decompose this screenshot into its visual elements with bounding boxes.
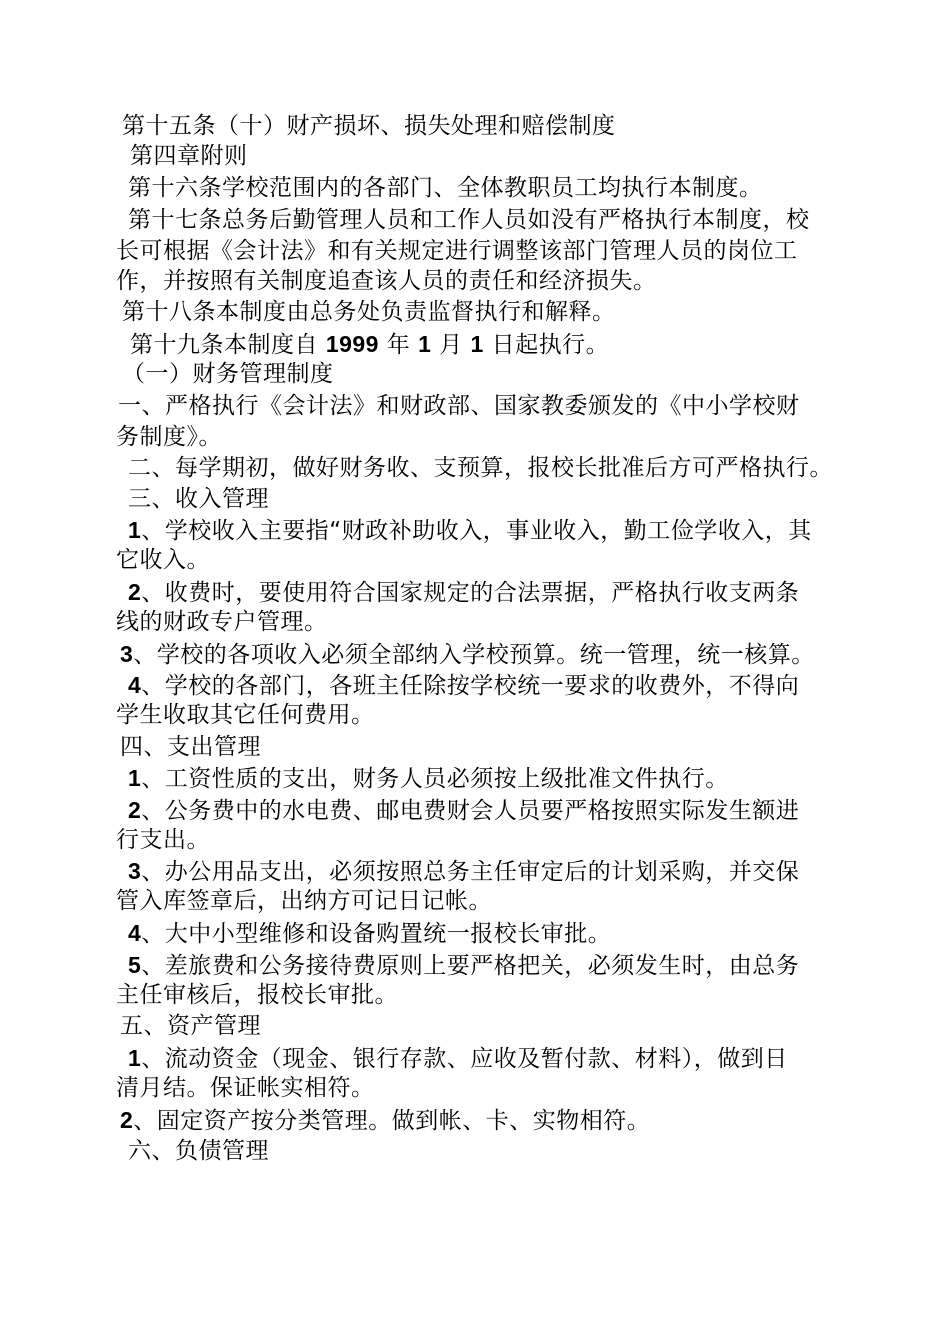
article-17-line-2: 长可根据《会计法》和有关规定进行调整该部门管理人员的岗位工 xyxy=(116,238,798,264)
article-19-day: 1 xyxy=(470,331,484,357)
income-item-1 xyxy=(128,515,812,546)
article-19-part-d: 日起执行。 xyxy=(491,332,610,358)
asset-item-2 xyxy=(120,1105,650,1136)
asset-item-2-number: 2 xyxy=(120,1107,134,1133)
section-finance-heading: （一）财务管理制度 xyxy=(122,361,334,387)
income-item-1-number: 1 xyxy=(128,517,142,543)
article-17-line-1: 第十七条总务后勤管理人员和工作人员如没有严格执行本制度，校 xyxy=(128,207,810,233)
income-item-2-cont: 线的财政专户管理。 xyxy=(116,609,328,635)
expense-item-4-number: 4 xyxy=(128,920,142,946)
rule-1-line-2: 务制度》。 xyxy=(116,424,222,450)
expense-item-3-number: 3 xyxy=(128,858,142,884)
article-19 xyxy=(130,329,609,360)
expense-item-3-cont: 管入库签章后，出纳方可记日记帐。 xyxy=(116,888,492,914)
article-19-part-b: 年 xyxy=(386,332,411,358)
expense-item-5 xyxy=(128,950,799,981)
income-item-1-text: 、学校收入主要指“财政补助收入，事业收入，勤工俭学收入，其 xyxy=(141,518,812,544)
article-19-year: 1999 xyxy=(325,331,379,357)
income-item-2 xyxy=(128,577,799,608)
income-item-2-text: 、收费时，要使用符合国家规定的合法票据，严格执行收支两条 xyxy=(141,580,800,606)
expense-item-3 xyxy=(128,856,799,887)
income-item-2-number: 2 xyxy=(128,579,142,605)
expense-item-4-text: 、大中小型维修和设备购置统一报校长审批。 xyxy=(141,921,612,947)
article-19-month: 1 xyxy=(418,331,432,357)
income-item-3 xyxy=(120,639,815,670)
chapter-4-heading: 第四章附则 xyxy=(130,143,248,169)
article-19-part-c: 月 xyxy=(439,332,463,358)
article-18: 第十八条本制度由总务处负责监督执行和解释。 xyxy=(122,299,616,325)
article-17-line-3: 作，并按照有关制度追查该人员的责任和经济损失。 xyxy=(116,268,657,294)
article-15: 第十五条（十）财产损坏、损失处理和赔偿制度 xyxy=(122,113,616,139)
expense-item-2-cont: 行支出。 xyxy=(116,827,210,853)
expense-item-5-text: 、差旅费和公务接待费原则上要严格把关，必须发生时，由总务 xyxy=(141,953,800,979)
income-item-3-number: 3 xyxy=(120,641,134,667)
income-heading: 三、收入管理 xyxy=(128,486,269,512)
rule-1-line-1: 一、严格执行《会计法》和财政部、国家教委颁发的《中小学校财 xyxy=(118,393,800,419)
asset-item-2-text: 、固定资产按分类管理。做到帐、卡、实物相符。 xyxy=(133,1108,651,1134)
article-19-part-a: 第十九条本制度自 xyxy=(130,332,318,358)
expense-item-4 xyxy=(128,918,611,949)
expense-item-1-text: 、工资性质的支出，财务人员必须按上级批准文件执行。 xyxy=(141,766,729,792)
expense-item-2-number: 2 xyxy=(128,797,142,823)
income-item-4-text: 、学校的各部门，各班主任除按学校统一要求的收费外，不得向 xyxy=(141,673,800,699)
article-16: 第十六条学校范围内的各部门、全体教职员工均执行本制度。 xyxy=(128,175,763,201)
asset-item-1-cont: 清月结。保证帐实相符。 xyxy=(116,1075,375,1101)
asset-heading: 五、资产管理 xyxy=(120,1013,261,1039)
expense-item-1 xyxy=(128,763,729,794)
income-item-4-number: 4 xyxy=(128,672,142,698)
asset-item-1-number: 1 xyxy=(128,1045,142,1071)
asset-item-1-text: 、流动资金（现金、银行存款、应收及暂付款、材料），做到日 xyxy=(141,1046,788,1072)
income-item-4-cont: 学生收取其它任何费用。 xyxy=(116,702,375,728)
expense-item-2-text: 、公务费中的水电费、邮电费财会人员要严格按照实际发生额进 xyxy=(141,798,800,824)
income-item-1-cont: 它收入。 xyxy=(116,547,210,573)
expense-heading: 四、支出管理 xyxy=(120,734,261,760)
expense-item-1-number: 1 xyxy=(128,765,142,791)
income-item-4 xyxy=(128,670,799,701)
expense-item-3-text: 、办公用品支出，必须按照总务主任审定后的计划采购，并交保 xyxy=(141,859,800,885)
income-item-3-text: 、学校的各项收入必须全部纳入学校预算。统一管理，统一核算。 xyxy=(133,642,815,668)
expense-item-2 xyxy=(128,795,799,826)
liability-heading: 六、负债管理 xyxy=(128,1138,269,1164)
rule-2: 二、每学期初，做好财务收、支预算，报校长批准后方可严格执行。 xyxy=(128,455,833,481)
expense-item-5-number: 5 xyxy=(128,952,142,978)
expense-item-5-cont: 主任审核后，报校长审批。 xyxy=(116,982,398,1008)
asset-item-1 xyxy=(128,1043,788,1074)
